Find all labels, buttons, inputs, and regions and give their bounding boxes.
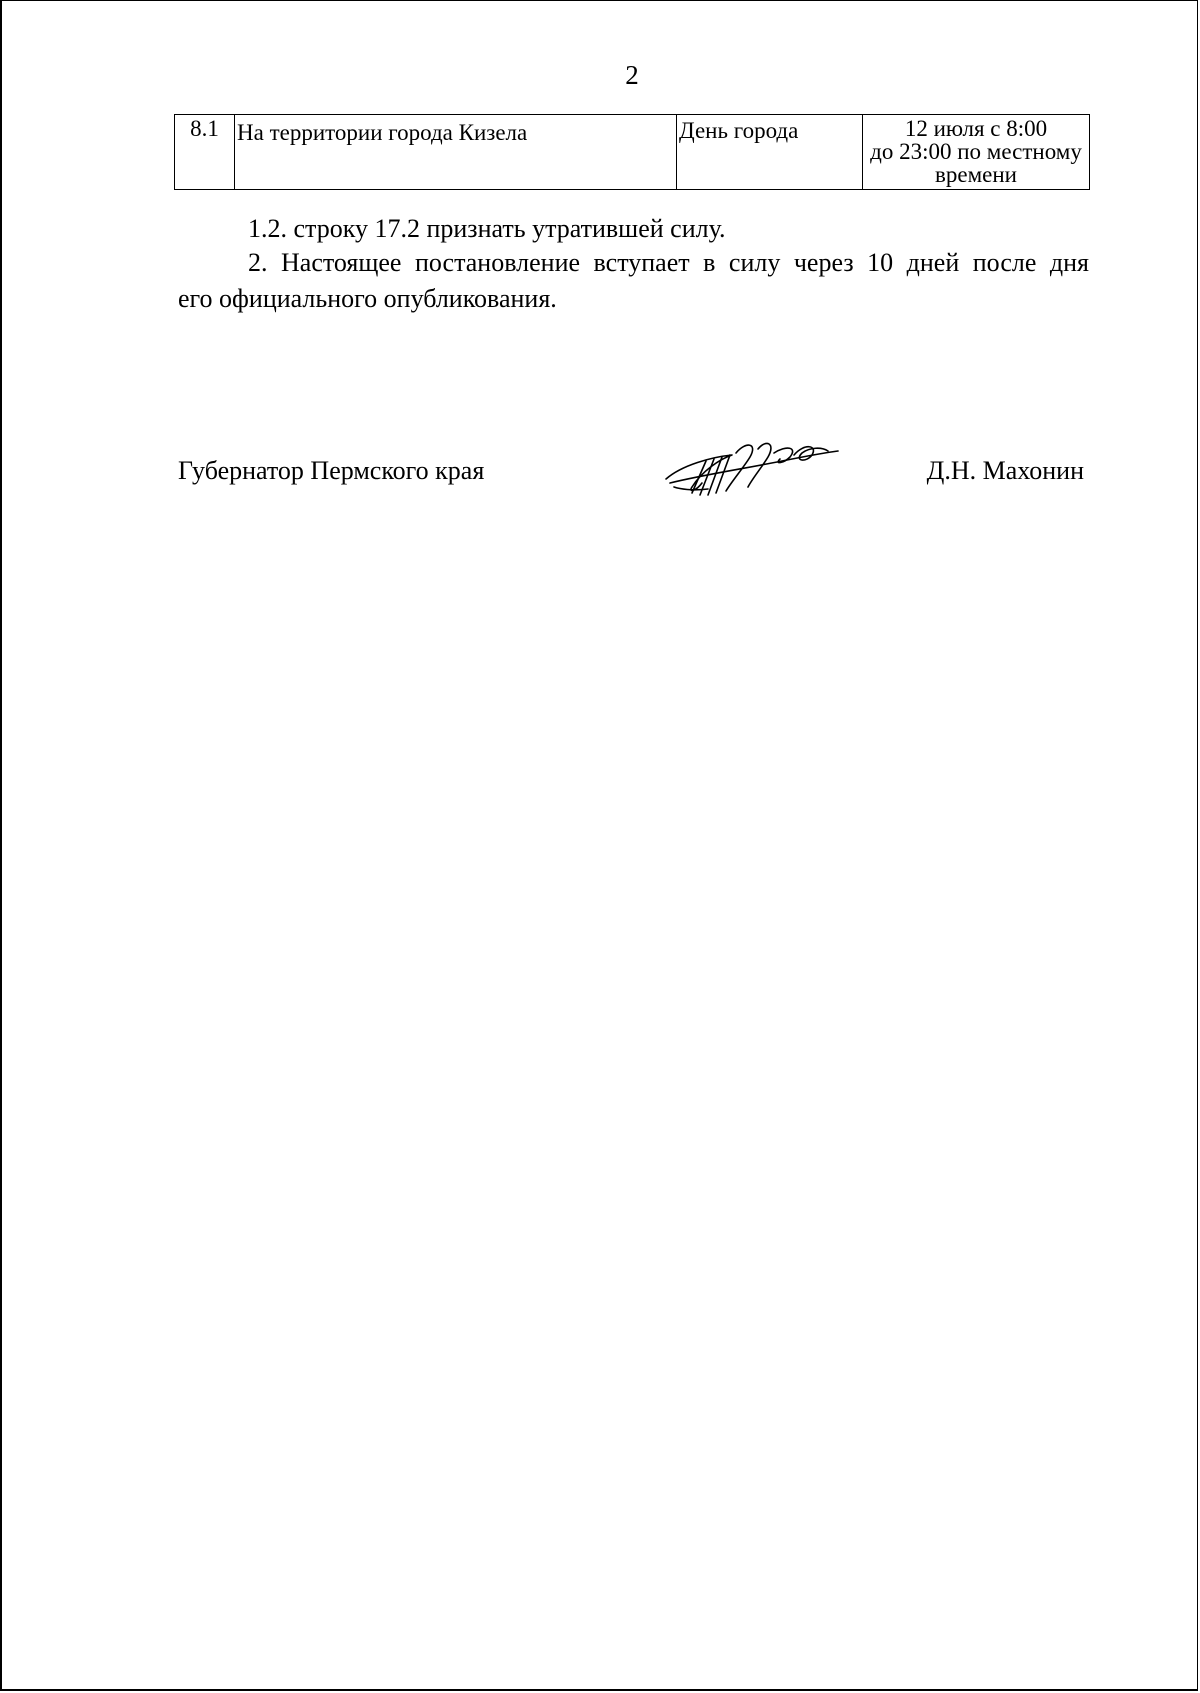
signatory-name: Д.Н. Махонин	[926, 456, 1084, 485]
row-number-cell: 8.1	[175, 115, 235, 190]
paragraph-item-2-line2: его официального опубликования.	[178, 284, 557, 313]
place-cell: На территории города Кизела	[235, 115, 677, 190]
signatory-position: Губернатор Пермского края	[178, 456, 485, 485]
events-table	[174, 114, 1090, 190]
time-cell	[863, 115, 1090, 190]
time-line: 12 июля с 8:00	[904, 116, 1048, 141]
event-cell: День города	[677, 115, 863, 190]
page-number: 2	[625, 60, 639, 90]
time-line: времени	[935, 162, 1017, 187]
paragraph-item-1-2: 1.2. строку 17.2 признать утратившей силу.	[248, 214, 726, 243]
paragraph-item-2-line1: 2. Настоящее постановление вступает в силу через 10 дней после дня	[248, 248, 1089, 277]
table-row	[175, 115, 1090, 190]
time-line: до 23:00 по местному	[870, 139, 1082, 164]
handwritten-signature	[662, 431, 842, 501]
